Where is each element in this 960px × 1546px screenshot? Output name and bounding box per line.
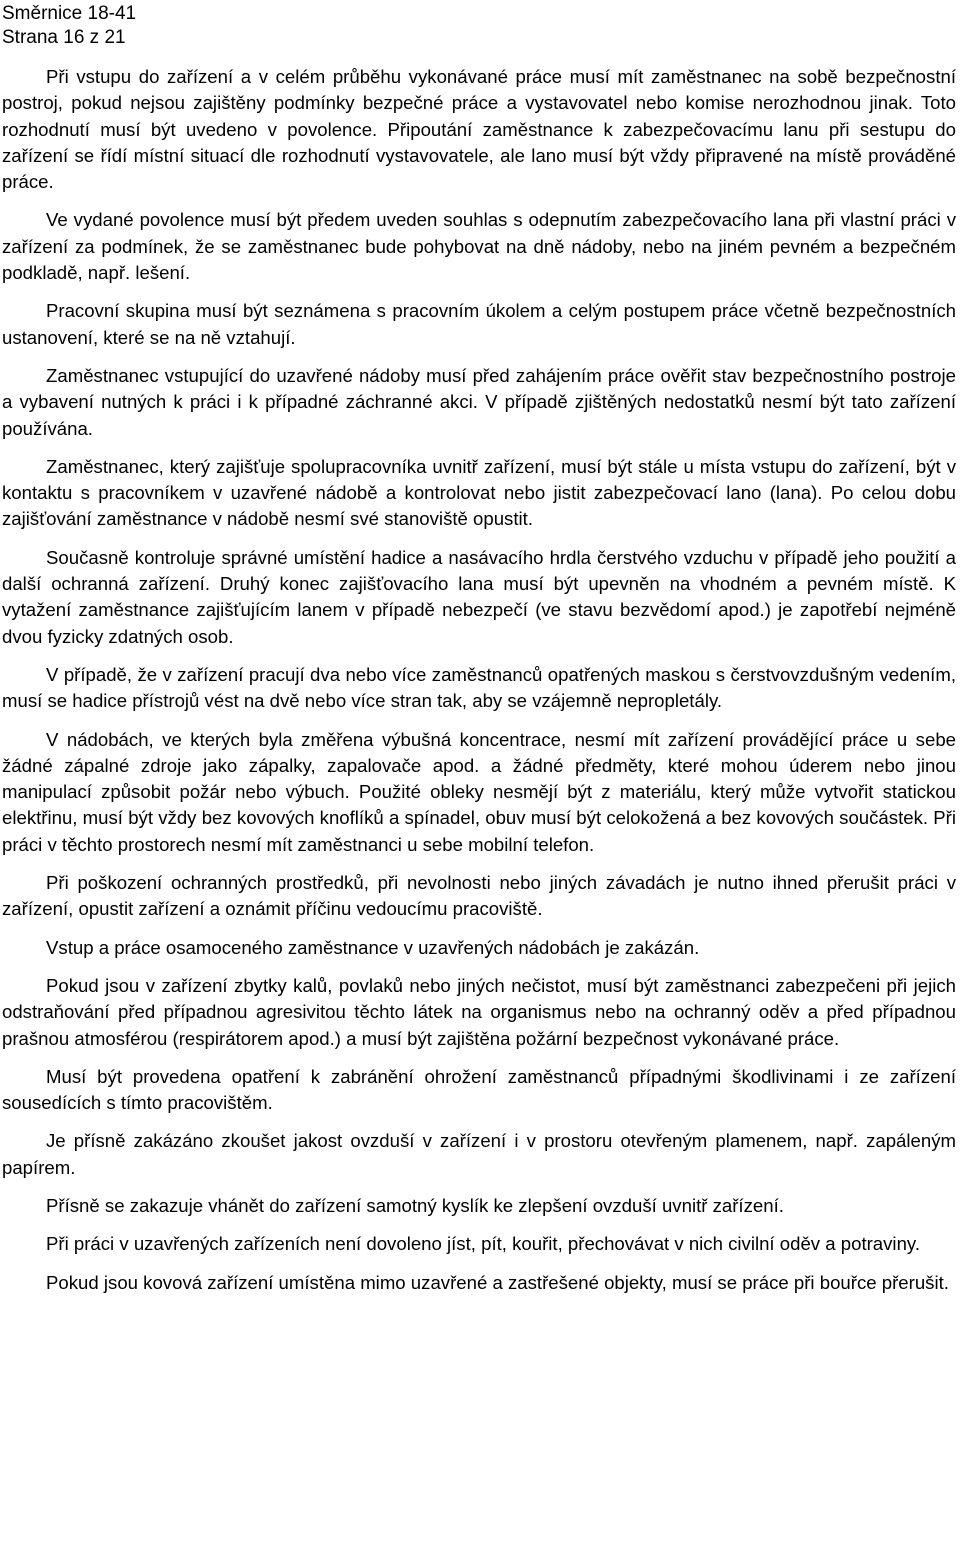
paragraph-4: Zaměstnanec vstupující do uzavřené nádoby musí před zahájením práce ověřit stav bezpečnostního postroje a vybavení nutných k práci i k případné záchranné akci. V případě zjištěných nedostatků nesmí být tato zařízení používána. xyxy=(2,364,956,439)
paragraph-3: Pracovní skupina musí být seznámena s pracovním úkolem a celým postupem práce včetně bezpečnostních ustanovení, které se na ně vztahují. xyxy=(2,300,956,348)
paragraph-14: Přísně se zakazuje vhánět do zařízení samotný kyslík ke zlepšení ovzduší uvnitř zařízení. xyxy=(46,1194,784,1216)
paragraph-10: Vstup a práce osamoceného zaměstnance v uzavřených nádobách je zakázán. xyxy=(46,936,700,958)
paragraph-13: Je přísně zakázáno zkoušet jakost ovzduší v zařízení i v prostoru otevřeným plamenem, např. zapáleným papírem. xyxy=(2,1130,956,1178)
paragraph-15: Při práci v uzavřených zařízeních není dovoleno jíst, pít, kouřit, přechovávat v nich civilní oděv a potraviny. xyxy=(46,1233,920,1255)
paragraph-9: Při poškození ochranných prostředků, při nevolnosti nebo jiných závadách je nutno ihned přerušit práci v zařízení, opustit zařízení a oznámit příčinu vedoucímu pracoviště. xyxy=(2,872,956,920)
paragraph-5: Zaměstnanec, který zajišťuje spolupracovníka uvnitř zařízení, musí být stále u místa vstupu do zařízení, být v kontaktu s pracovníkem v uzavřené nádobě a kontrolovat nebo jistit zabezpečovací lano (lana). Po celou dobu zajišťování zaměstnance v nádobě nesmí své stanoviště opustit. xyxy=(2,455,956,530)
paragraph-1: Při vstupu do zařízení a v celém průběhu vykonávané práce musí mít zaměstnanec na sobě bezpečnostní postroj, pokud nejsou zajištěny podmínky bezpečné práce a vystavovatel nebo komise nerozhodnou jinak. Toto rozhodnutí musí být uvedeno v povolence. Připoutání zaměstnance k zabezpečovacímu lanu při sestupu do zařízení se řídí místní situací dle rozhodnutí vystavovatele, ale lano musí být vždy připravené na místě prováděné práce. xyxy=(2,66,956,193)
paragraph-11: Pokud jsou v zařízení zbytky kalů, povlaků nebo jiných nečistot, musí být zaměstnanci zabezpečeni při jejich odstraňování před případnou agresivitou těchto látek na organismus nebo na ochranný oděv a před případnou prašnou atmosférou (respirátorem apod.) a musí být zajištěna požární bezpečnost vykonávané práce. xyxy=(2,974,956,1049)
paragraph-6: Současně kontroluje správné umístění hadice a nasávacího hrdla čerstvého vzduchu v případě jeho použití a další ochranná zařízení. Druhý konec zajišťovacího lana musí být upevněn na vhodném a pevném místě. K vytažení zaměstnance zajišťujícím lanem v případě nebezpečí (ve stavu bezvědomí apod.) je zapotřebí nejméně dvou fyzicky zdatných osob. xyxy=(2,546,956,647)
paragraph-12: Musí být provedena opatření k zabránění ohrožení zaměstnanců případnými škodlivinami i ze zařízení sousedících s tímto pracovištěm. xyxy=(2,1065,956,1114)
paragraph-2: Ve vydané povolence musí být předem uveden souhlas s odepnutím zabezpečovacího lana při vlastní práci v zařízení za podmínek, že se zaměstnanec bude pohybovat na dně nádoby, nebo na jiném pevném a bezpečném podkladě, např. lešení. xyxy=(2,209,956,284)
page-header xyxy=(2,2,136,50)
paragraph-16: Pokud jsou kovová zařízení umístěna mimo uzavřené a zastřešené objekty, musí se práce při bouřce přerušit. xyxy=(46,1271,949,1293)
paragraph-8: V nádobách, ve kterých byla změřena výbušná koncentrace, nesmí mít zařízení provádějící práce u sebe žádné zápalné zdroje jako zápalky, zapalovače apod. a žádné předměty, které mohou úderem nebo jinou manipulací způsobit požár nebo výbuch. Použité obleky nesmějí být z materiálu, který může vytvořit statickou elektřinu, musí být vždy bez kovových knoflíků a spínadel, obuv musí být celokožená a bez kovových součástek. Při práci v těchto prostorech nesmí mít zaměstnanci u sebe mobilní telefon. xyxy=(2,728,956,855)
paragraph-7: V případě, že v zařízení pracují dva nebo více zaměstnanců opatřených maskou s čerstvovzdušným vedením, musí se hadice přístrojů vést na dvě nebo více stran tak, aby se vzájemně nepropletály. xyxy=(2,663,956,712)
document-body xyxy=(2,64,956,1308)
page-number: Strana 16 z 21 xyxy=(2,27,126,48)
document-title: Směrnice 18-41 xyxy=(2,3,137,24)
